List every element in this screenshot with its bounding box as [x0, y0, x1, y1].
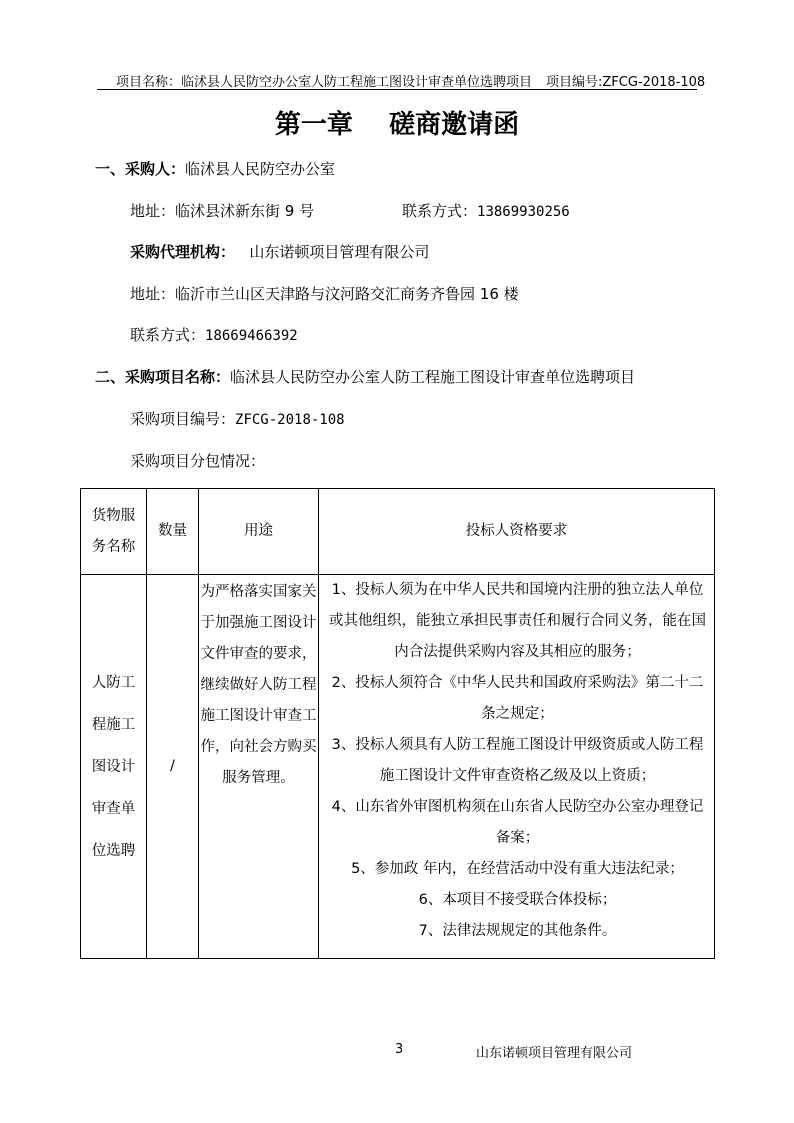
purchaser-name: 临沭县人民防空办公室: [185, 160, 336, 178]
row-name: 人防工程施工图设计审查单位选聘: [81, 575, 147, 959]
package-table: [80, 488, 715, 959]
row-requirements: [319, 575, 715, 959]
project-no-label: 采购项目编号：: [130, 410, 236, 428]
header-project-name: 项目名称：临沭县人民防空办公室人防工程施工图设计审查单位选聘项目: [116, 75, 533, 90]
footer-company: 山东诺顿项目管理有限公司: [476, 1046, 633, 1061]
purchaser-address: 地址：临沭县沭新东街 9 号: [130, 202, 315, 220]
header-project-no: 项目编号:ZFCG-2018-108: [546, 75, 706, 90]
requirement-item: 3、投标人须具有人防工程施工图设计甲级资质或人防工程施工图设计文件审查资格乙级及以上资质；: [331, 737, 704, 784]
header-purpose: 用途: [199, 489, 319, 575]
section2-heading: 二、采购项目名称：: [95, 368, 231, 386]
purchaser-contact-value: 13869930256: [477, 204, 570, 220]
agency-name: 山东诺顿项目管理有限公司: [249, 243, 430, 261]
section1-line: [95, 158, 335, 179]
requirement-item: 5、参加政 年内，在经营活动中没有重大违法纪录；: [351, 861, 684, 877]
row-quantity: /: [147, 575, 199, 959]
agency-heading: 采购代理机构：: [130, 243, 236, 261]
purchaser-contact-label: 联系方式：: [402, 202, 478, 220]
agency-contact-value: 18669466392: [205, 328, 298, 344]
header-rule: [97, 89, 697, 90]
row-purpose: 为严格落实国家关于加强施工图设计文件审查的要求，继续做好人防工程施工图设计审查工作，向社会方购买服务管理。: [199, 575, 319, 959]
project-no-line: [130, 408, 345, 429]
table-header-row: [81, 489, 715, 575]
agency-address: 地址：临沂市兰山区天津路与汶河路交汇商务齐鲁园 16 楼: [130, 285, 519, 303]
project-no-value: ZFCG-2018-108: [235, 412, 345, 428]
agency-contact: [130, 324, 298, 345]
header-requirements: 投标人资格要求: [319, 489, 715, 575]
section1-heading: 一、采购人：: [95, 160, 186, 178]
requirement-item: 2、投标人须符合《中华人民共和国政府采购法》第二十二条之规定；: [331, 675, 704, 722]
requirement-item: 1、投标人须为在中华人民共和国境内注册的独立法人单位或其他组织，能独立承担民事责任和履行合同义务，能在国内合法提供采购内容及其相应的服务；: [329, 582, 706, 660]
table-row: [81, 575, 715, 959]
project-name: 临沭县人民防空办公室人防工程施工图设计审查单位选聘项目: [230, 368, 636, 386]
requirement-item: 4、山东省外审图机构须在山东省人民防空办公室办理登记备案；: [331, 799, 704, 846]
purchaser-contact: [402, 200, 570, 221]
page-number: 3: [395, 1042, 404, 1057]
section2-line: [95, 366, 635, 387]
requirement-item: 7、法律法规规定的其他条件。: [418, 923, 617, 939]
page-title: 第一章 磋商邀请函: [274, 110, 520, 140]
agency-line: [130, 241, 429, 262]
agency-contact-label: 联系方式：: [130, 326, 206, 344]
requirement-item: 6、本项目不接受联合体投标；: [418, 892, 617, 908]
header-quantity: 数量: [147, 489, 199, 575]
header-name: 货物服务名称: [81, 489, 147, 575]
package-label: 采购项目分包情况：: [130, 452, 266, 470]
